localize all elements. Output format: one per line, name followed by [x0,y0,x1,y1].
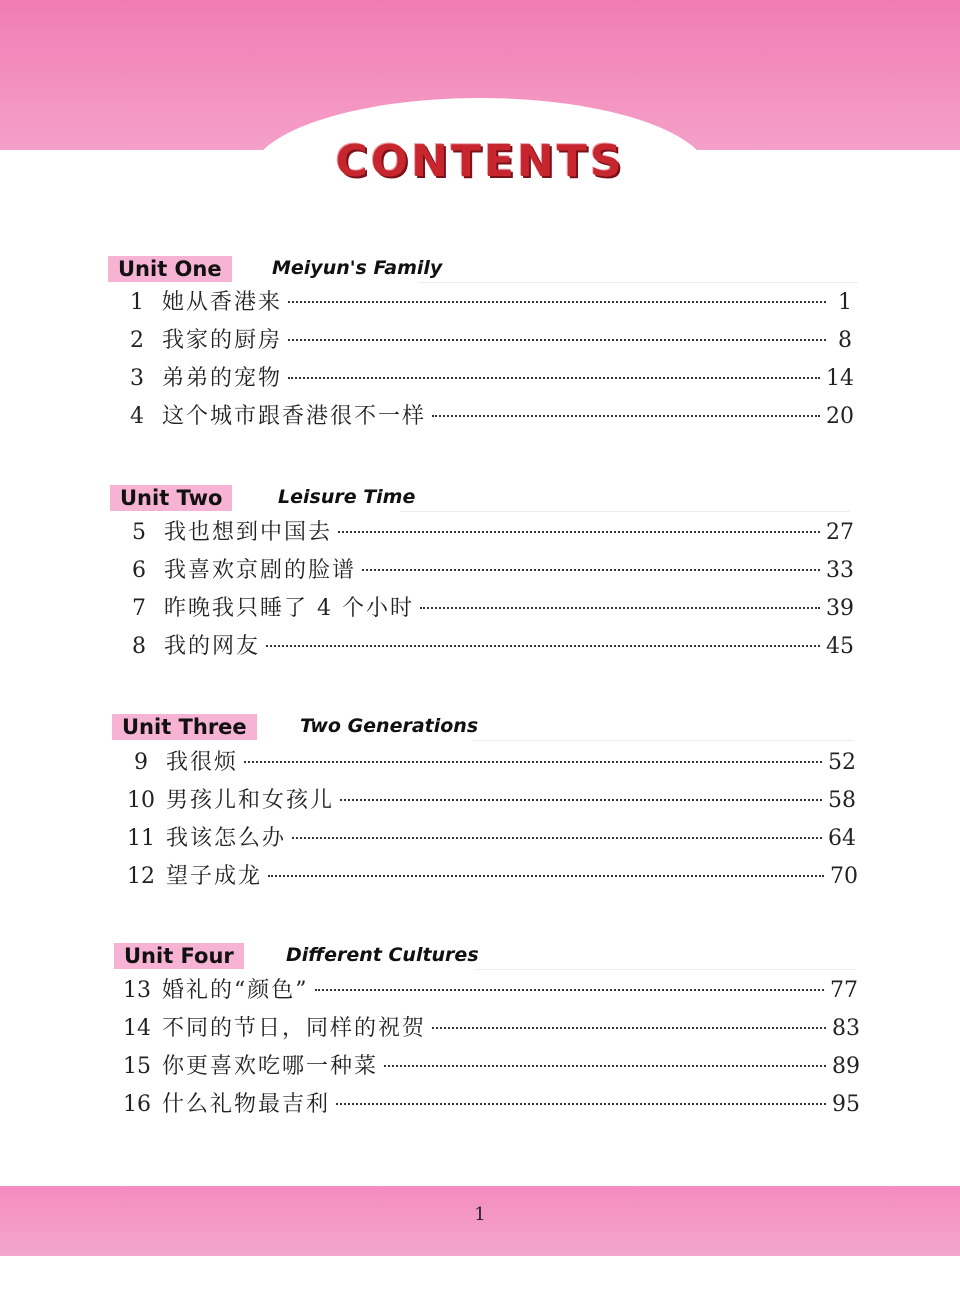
toc-entry-1[interactable] [118,288,852,318]
toc-entry-13[interactable] [118,976,858,1006]
dot-leader [384,1065,826,1067]
toc-entry-5[interactable] [120,518,854,548]
lesson-title: 这个城市跟香港很不一样 [162,404,427,429]
lesson-title: 你更喜欢吃哪一种菜 [162,1054,379,1079]
lesson-number: 7 [132,596,146,621]
lesson-number: 3 [130,366,144,391]
lesson-title: 婚礼的“颜色” [162,978,309,1003]
toc-entry-7[interactable] [120,594,854,624]
unit-rule [400,511,850,512]
unit-theme: Meiyun's Family [272,257,443,279]
dot-leader [432,1027,826,1029]
unit-theme: Leisure Time [278,486,416,508]
dot-leader [340,799,822,801]
unit-header-1 [108,254,858,284]
unit-label: Unit Two [110,485,232,511]
lesson-title: 我的网友 [164,634,261,659]
dot-leader [315,989,825,991]
lesson-number: 4 [130,404,144,429]
dot-leader [288,301,826,303]
unit-header-3 [112,712,854,742]
lesson-number: 15 [123,1054,151,1079]
unit-rule [472,740,854,741]
lesson-page: 70 [830,864,858,889]
lesson-page: 89 [832,1054,860,1079]
dot-leader [338,531,820,533]
dot-leader [288,377,820,379]
lesson-page: 8 [838,328,852,353]
lesson-title: 不同的节日，同样的祝贺 [162,1016,427,1041]
lesson-number: 9 [134,750,148,775]
toc-entry-2[interactable] [118,326,852,356]
lesson-title: 弟弟的宠物 [162,366,283,391]
dot-leader [292,837,822,839]
lesson-page: 20 [826,404,854,429]
lesson-title: 我很烦 [166,750,239,775]
lesson-title: 她从香港来 [162,290,283,315]
toc-entry-8[interactable] [120,632,854,662]
lesson-page: 45 [826,634,854,659]
dot-leader [336,1103,826,1105]
lesson-title: 我家的厨房 [162,328,283,353]
lesson-title: 昨晚我只睡了 4 个小时 [164,596,414,621]
lesson-page: 33 [826,558,854,583]
lesson-number: 10 [127,788,155,813]
unit-rule [474,969,856,970]
lesson-title: 什么礼物最吉利 [162,1092,331,1117]
lesson-page: 77 [830,978,858,1003]
lesson-number: 8 [132,634,146,659]
lesson-page: 52 [828,750,856,775]
dot-leader [362,569,820,571]
lesson-number: 2 [130,328,144,353]
toc-entry-9[interactable] [122,748,856,778]
unit-theme: Two Generations [300,715,479,737]
lesson-number: 11 [127,826,155,851]
lesson-number: 14 [123,1016,151,1041]
lesson-page: 27 [826,520,854,545]
lesson-title: 我也想到中国去 [164,520,333,545]
lesson-number: 12 [127,864,155,889]
unit-header-2 [110,483,852,513]
lesson-title: 我该怎么办 [166,826,287,851]
toc-entry-11[interactable] [122,824,856,854]
unit-theme: Different Cultures [286,944,479,966]
dot-leader [420,607,820,609]
toc-entry-10[interactable] [122,786,856,816]
unit-header-4 [114,941,856,971]
toc-entry-15[interactable] [118,1052,860,1082]
unit-rule [418,282,858,283]
lesson-page: 58 [828,788,856,813]
toc-entry-14[interactable] [118,1014,860,1044]
lesson-number: 16 [123,1092,151,1117]
toc-entry-4[interactable] [118,402,854,432]
lesson-page: 83 [832,1016,860,1041]
page-number: 1 [474,1204,486,1225]
lesson-title: 男孩儿和女孩儿 [166,788,335,813]
unit-label: Unit Three [112,714,257,740]
lesson-number: 6 [132,558,146,583]
lesson-page: 39 [826,596,854,621]
lesson-title: 望子成龙 [166,864,263,889]
toc-entry-12[interactable] [122,862,858,892]
lesson-page: 95 [832,1092,860,1117]
lesson-page: 1 [838,290,852,315]
toc-entry-16[interactable] [118,1090,860,1120]
toc-entry-6[interactable] [120,556,854,586]
page-title: CONTENTS [335,136,625,187]
dot-leader [288,339,826,341]
unit-label: Unit One [108,256,232,282]
unit-label: Unit Four [114,943,244,969]
lesson-number: 1 [130,290,144,315]
lesson-number: 5 [132,520,146,545]
dot-leader [268,875,824,877]
lesson-number: 13 [123,978,151,1003]
dot-leader [244,761,822,763]
dot-leader [266,645,820,647]
toc-entry-3[interactable] [118,364,854,394]
lesson-title: 我喜欢京剧的脸谱 [164,558,357,583]
dot-leader [432,415,820,417]
lesson-page: 14 [826,366,854,391]
lesson-page: 64 [828,826,856,851]
